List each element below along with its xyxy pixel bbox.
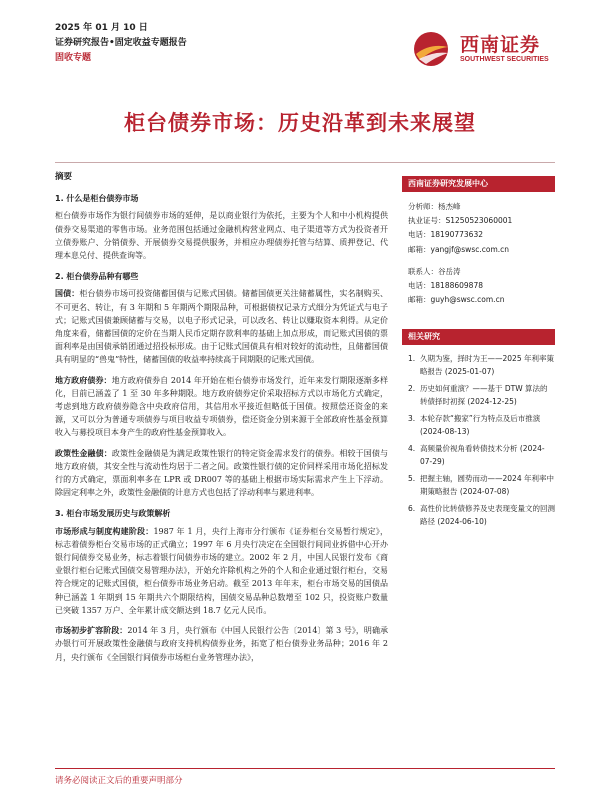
abstract-column (55, 171, 388, 671)
analyst-phone: 电话：18190773632 (408, 230, 483, 240)
policy-bond-text: 政策性金融债是为满足政策性银行的特定资金需求发行的债券。相较于国债与地方政府债，其安全性与流动性均居于二者之间。政策性银行债的定价同样采用市场化招标发行的方式确定，票面利率多在 LPR 或 DR007 等的基础上根据市场实际需求产生上下浮动。除固定利率之外，政策性金融债的计息方式也包括了浮动利率与累进利率。 (55, 448, 388, 498)
section-2-heading: 2. 柜台债券品种有哪些 (55, 272, 139, 282)
report-header (55, 21, 187, 66)
research-center-title: 西南证券研究发展中心 (402, 176, 555, 192)
related-report-title[interactable]: 久期为鉴，择时为王——2025 年利率策略报告 (2025-01-07) (420, 354, 554, 377)
company-logo-mark (410, 27, 454, 71)
history-2-label: 市场初步扩容阶段： (55, 626, 128, 636)
disclaimer-footer: 请务必阅读正文后的重要声明部分 (55, 776, 183, 786)
related-report-item[interactable] (408, 412, 555, 438)
policy-bond-label: 政策性金融债： (55, 448, 112, 458)
section-1-paragraph: 柜台债券市场作为银行间债券市场的延伸，是以商业银行为依托，主要为个人和中小机构提供债券交易渠道的零售市场。业务范围包括通过金融机构营业网点、电子渠道等方式为投资者开立债券账户、分销债券、开展债券交易提供服务，并相应办理债券托管与结算、质押登记、代理本息兑付、提供查询等。 (55, 211, 388, 261)
history-1-label: 市场形成与制度构建阶段： (55, 526, 154, 536)
logo-name-en: SOUTHWEST SECURITIES (460, 56, 549, 63)
analyst-name: 分析师：杨杰峰 (408, 202, 461, 211)
related-report-item[interactable] (408, 352, 555, 378)
analyst-contacts (402, 192, 555, 307)
local-gov-label: 地方政府债券： (55, 375, 112, 385)
contact-phone: 电话：18188609878 (408, 281, 483, 291)
history-paragraph-2 (55, 624, 388, 664)
related-report-item[interactable] (408, 502, 555, 528)
page-title: 柜台债券市场：历史沿革到未来展望 (124, 111, 476, 135)
related-report-item[interactable] (408, 382, 555, 408)
report-date: 2025 年 01 月 10 日 (55, 23, 148, 33)
section-1-heading: 1. 什么是柜台债券市场 (55, 194, 139, 204)
local-gov-paragraph (55, 374, 388, 440)
related-report-item[interactable] (408, 472, 555, 498)
policy-bond-paragraph (55, 447, 388, 500)
related-report-number: 5. (408, 474, 416, 484)
title-divider (55, 162, 555, 163)
related-research-title: 相关研究 (402, 329, 555, 345)
related-report-title[interactable]: 本轮存款“搬家”行为特点及后市推演 (2024-08-13) (420, 414, 541, 437)
related-report-number: 6. (408, 504, 416, 514)
related-report-title[interactable]: 把握主轴，圆势而动——2024 年利率中期策略报告 (2024-07-08) (420, 474, 554, 497)
section-3-heading: 3. 柜台市场发展历史与政策解析 (55, 509, 171, 519)
contact-email[interactable]: 邮箱：guyh@swsc.com.cn (408, 295, 505, 305)
related-report-number: 4. (408, 444, 416, 454)
company-logo (410, 27, 555, 71)
related-report-title[interactable]: 历史如何重演？——基于 DTW 算法的转债择时初探 (2024-12-25) (420, 384, 548, 407)
related-report-title[interactable]: 高性价比转债修养及史表现变量文的回测路径 (2024-06-10) (420, 504, 555, 527)
related-report-number: 1. (408, 354, 416, 364)
treasury-paragraph (55, 287, 388, 366)
related-report-item[interactable] (408, 442, 555, 468)
footer-divider (55, 768, 555, 769)
treasury-label: 国债： (55, 289, 80, 299)
analyst-email[interactable]: 邮箱：yangjf@swsc.com.cn (408, 244, 510, 254)
history-2-text: 2014 年 3 月，央行颁布《中国人民银行公告〔2014〕第 3 号》，明确承办银行可开展政策性金融债与政府支持机构债券业务，拓宽了柜台债券业务品种；2016 年 2 月，央行颁布《全国银行间债券市场柜台业务管理办法》， (55, 626, 388, 662)
abstract-heading: 摘要 (55, 172, 73, 182)
history-1-text: 1987 年 1 月，央行上海市分行颁布《证券柜台交易暂行规定》，标志着债券柜台交易市场的正式确立；1997 年 6 月央行决定在全国银行间同业拆借中心开办银行间债券交易业务，标志着银行间债券市场的建立。2002 年 2 月，中国人民银行发布《商业银行柜台记账式国债交易管理办法》，开始允许除机构之外的个人和企业通过银行柜台，交易符合规定的记账式国债，柜台债券市场业务启动。截至 2013 年年末，柜台市场交易的国债品种已涵盖 1 年期到 15 年期共六个期限结构，国债交易品种总数增至 102 只，投资账户数量已突破 1357 万户、全年累计成交额达到 18.7 亿元人民币。 (55, 526, 388, 615)
related-report-number: 3. (408, 414, 416, 424)
related-research-list (402, 345, 555, 528)
logo-name-cn: 西南证券 (460, 34, 541, 56)
sidebar (402, 176, 555, 532)
report-type: 证券研究报告•固定收益专题报告 (55, 38, 187, 48)
treasury-text: 柜台债券市场可投资储蓄国债与记账式国债。储蓄国债更关注储蓄属性，实名制购买、不可更名、转让，有 3 年期和 5 年期两个期限品种，可根据债权记录方式细分为凭证式与电子式；记账式国债兼顾储蓄与交易，以电子形式记录，可以改名、转让以赚取资本利得。从定价角度来看，储蓄国债的定价在当期人民币定期存款利率的基础上加点形成，而记账式国债的票面利率是由国债承销团通过招投标形成。由于记账式国债具有相对较好的流动性，且储蓄国债具有明显的“兽鬼”特性，储蓄国债的收益率持续高于同期限的记账式国债。 (55, 289, 388, 365)
related-report-title[interactable]: 高频量价视角看转债技术分析 (2024-07-29) (420, 444, 545, 467)
related-report-number: 2. (408, 384, 416, 394)
local-gov-text: 地方政府债券自 2014 年开始在柜台债券市场发行，近年来发行期限逐渐多样化，目前已涵盖了 1 至 30 年多种期限。地方政府债券定价采取招标方式以市场化方式确定，考虑到地方政府债券隐含中央政府信用，其信用水平接近但略低于国债。按照偿还资金的来源，又可以分为普通专项债券与项目收益专项债券，偿还资金分别来源于全部政府性基金预算收入与募投项目本身产生的政府性基金预算收入。 (55, 375, 388, 438)
analyst-license: 执业证号：S1250523060001 (408, 216, 513, 226)
history-paragraph-1 (55, 525, 388, 617)
report-category: 固收专题 (55, 53, 92, 63)
contact-name: 联系人：谷岳涛 (408, 266, 461, 276)
